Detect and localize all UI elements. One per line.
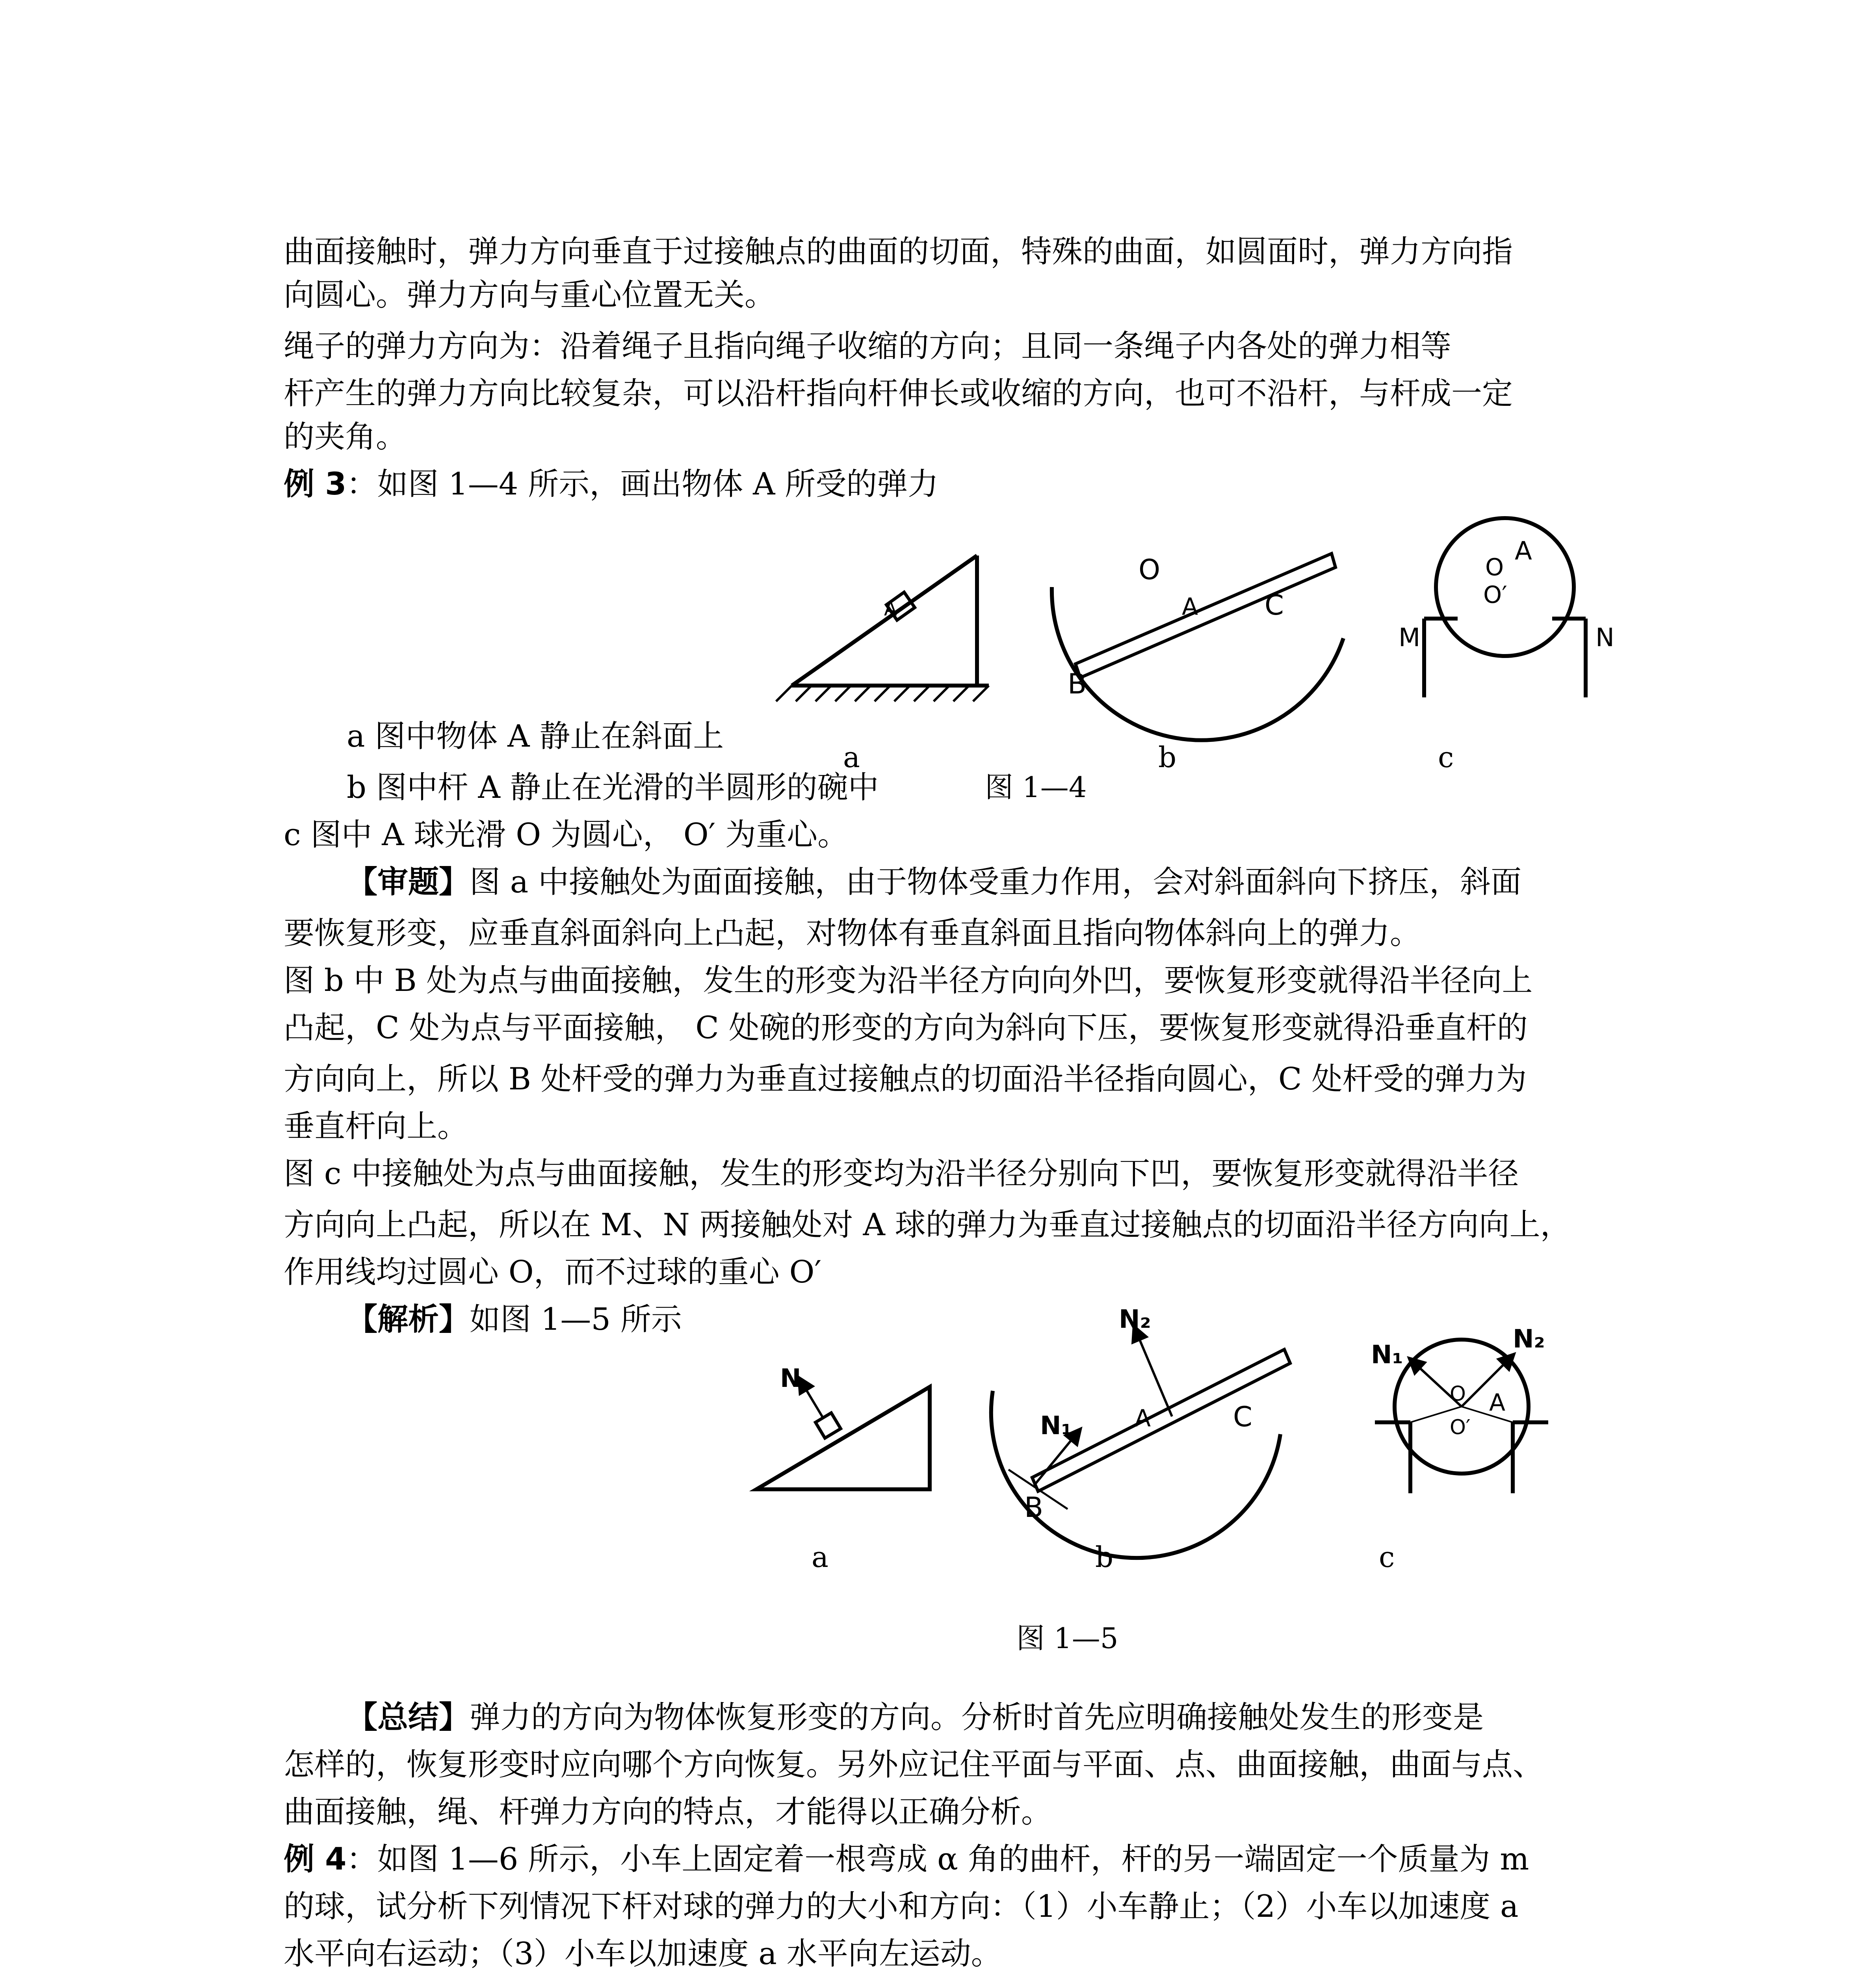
zongjie-line (347, 1702, 1659, 1733)
label-A: A (1135, 1405, 1151, 1432)
label-A: A (1182, 593, 1198, 621)
label-A: A (1515, 537, 1532, 566)
subfig-label-a: a (812, 1541, 828, 1574)
label-N: N (1596, 623, 1614, 652)
subfig-label-c: c (1379, 1541, 1395, 1574)
subfig-label-b: b (1158, 741, 1177, 774)
text-line: 向圆心。弹力方向与重心位置无关。 (284, 277, 776, 313)
example-3-heading (284, 466, 1596, 502)
text-line: 凸起，C 处为点与平面接触， C 处碗的形变的方向为斜向下压，要恢复形变就得沿垂直杆的 (284, 1010, 1528, 1046)
label-N1: N₁ (1040, 1411, 1072, 1440)
example-label: 例 4 (284, 1842, 347, 1877)
figure-1-5 (741, 1304, 1655, 1548)
label-B: B (1024, 1491, 1044, 1524)
text-line: 曲面接触时，弹力方向垂直于过接触点的曲面的切面，特殊的曲面，如圆面时，弹力方向指 (284, 234, 1513, 269)
text-line: 方向向上，所以 B 处杆受的弹力为垂直过接触点的切面沿半径指向圆心，C 处杆受的弹力为 (284, 1061, 1527, 1097)
label-N1: N₁ (1371, 1340, 1403, 1370)
label-O-prime: O′ (1483, 581, 1507, 609)
text-line: 水平向右运动；（3）小车以加速度 a 水平向左运动。 (284, 1936, 1002, 1970)
text-line: 的球，试分析下列情况下杆对球的弹力的大小和方向：（1）小车静止；（2）小车以加速度 a (284, 1889, 1519, 1924)
label-O-prime: O′ (1450, 1416, 1471, 1439)
label-B: B (1068, 668, 1087, 700)
label-N: N (780, 1364, 801, 1393)
label-O: O (1485, 554, 1504, 581)
shenti-line (347, 864, 1659, 900)
condition-c: c 图中 A 球光滑 O 为圆心， O′ 为重心。 (284, 817, 849, 853)
example-label: 例 3 (284, 466, 347, 502)
label-O: O (1139, 554, 1161, 586)
label-C: C (1233, 1401, 1252, 1433)
text-line: 绳子的弹力方向为：沿着绳子且指向绳子收缩的方向；且同一条绳子内各处的弹力相等 (284, 329, 1452, 364)
text-line: 作用线均过圆心 O，而不过球的重心 O′ (284, 1254, 822, 1290)
text-line: 曲面接触，绳、杆弹力方向的特点，才能得以正确分析。 (284, 1794, 1052, 1830)
shenti-text: 图 a 中接触处为面面接触，由于物体受重力作用，会对斜面斜向下挤压，斜面 (470, 864, 1522, 900)
figure-1-4 (768, 508, 1615, 741)
label-O: O (1450, 1382, 1466, 1406)
text-line: 图 b 中 B 处为点与曲面接触，发生的形变为沿半径方向向外凹，要恢复形变就得沿半径向上 (284, 963, 1533, 998)
subfig-label-c: c (1438, 741, 1454, 774)
shenti-label: 【审题】 (347, 864, 470, 900)
zongjie-text: 弹力的方向为物体恢复形变的方向。分析时首先应明确接触处发生的形变是 (470, 1700, 1484, 1735)
subfig-label-b: b (1095, 1541, 1114, 1574)
label-N2: N₂ (1513, 1325, 1545, 1354)
example-text: ：如图 1—4 所示，画出物体 A 所受的弹力 (346, 466, 939, 502)
text-line: 图 c 中接触处为点与曲面接触，发生的形变均为沿半径分别向下凹，要恢复形变就得沿半径 (284, 1156, 1519, 1191)
label-C: C (1265, 589, 1284, 621)
text-line: 垂直杆向上。 (284, 1109, 468, 1144)
label-A: A (1489, 1389, 1506, 1416)
subfig-label-a: a (843, 741, 860, 774)
jiexi-text: 如图 1—5 所示 (470, 1302, 682, 1337)
text-line: 杆产生的弹力方向比较复杂，可以沿杆指向杆伸长或收缩的方向，也可不沿杆，与杆成一定 (284, 376, 1513, 411)
condition-b: b 图中杆 A 静止在光滑的半圆形的碗中 (347, 770, 879, 805)
condition-a: a 图中物体 A 静止在斜面上 (347, 719, 724, 754)
label-A: A (884, 598, 897, 620)
figure-caption: 图 1—5 (1016, 1622, 1118, 1655)
jiexi-label: 【解析】 (347, 1302, 470, 1337)
label-M: M (1399, 623, 1421, 652)
text-line: 怎样的，恢复形变时应向哪个方向恢复。另外应记住平面与平面、点、曲面接触，曲面与点、 (284, 1747, 1544, 1782)
zongjie-label: 【总结】 (347, 1700, 470, 1735)
text-line: 方向向上凸起，所以在 M、N 两接触处对 A 球的弹力为垂直过接触点的切面沿半径方向向上， (284, 1207, 1571, 1243)
text-line: 要恢复形变，应垂直斜面斜向上凸起，对物体有垂直斜面且指向物体斜向上的弹力。 (284, 916, 1421, 951)
example-4-heading (284, 1844, 1596, 1875)
figure-caption: 图 1—4 (985, 771, 1087, 804)
example-text: ：如图 1—6 所示，小车上固定着一根弯成 α 角的曲杆，杆的另一端固定一个质量为 m (346, 1842, 1529, 1877)
label-N2: N₂ (1119, 1305, 1151, 1334)
text-line: 的夹角。 (284, 419, 407, 455)
